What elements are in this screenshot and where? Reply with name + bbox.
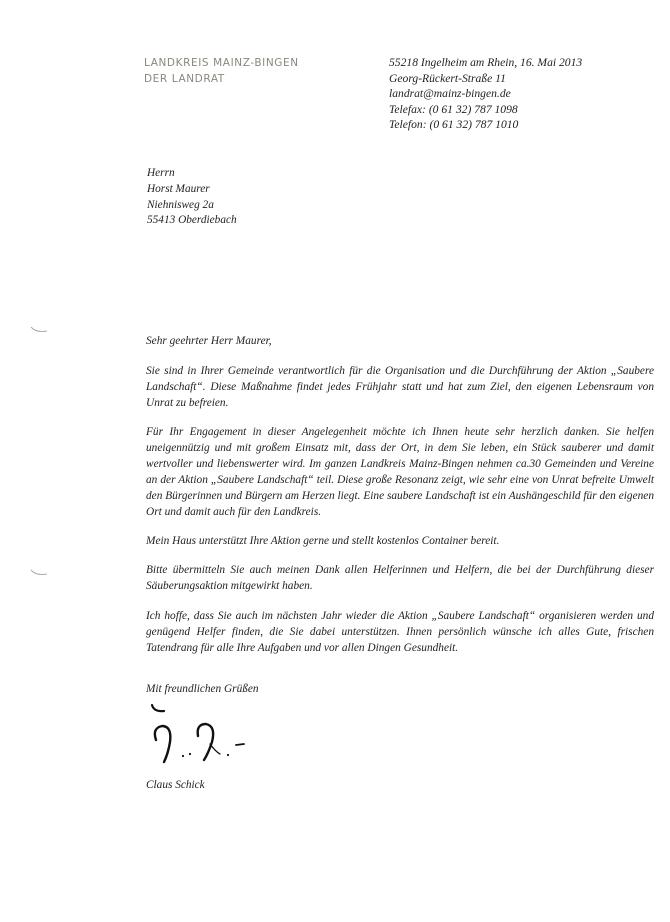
recipient-street: Niehnisweg 2a [147,198,214,211]
letter-body [146,334,654,670]
recipient-name: Horst Maurer [147,182,210,195]
paragraph: Ich hoffe, dass Sie auch im nächsten Jahr wieder die Aktion „Saubere Landschaft“ organisieren werden und genügend Helfer finden, die Sie dabei unterstützen. Ihnen persönlich wünsche ich alles Gute, frischen Tatendrang für alle Ihre Aufgaben und vor allen Dingen Gesundheit. [146,609,654,654]
sender-email: landrat@mainz-bingen.de [389,87,511,100]
letterhead [144,55,299,87]
sender-block [389,55,582,133]
recipient-city: 55413 Oberdiebach [147,214,237,227]
paragraph: Für Ihr Engagement in dieser Angelegenheit möchte ich Ihnen heute sehr herzlich danken. Sie helfen uneigennützig und mit großem Einsatz mit, dass der Ort, in dem Sie leben, ein Stück sauberer und damit wertvoller und liebenswerter wird. Im ganzen Landkreis Mainz-Bingen nehmen ca.30 Gemeinden und Vereine an der Aktion „Saubere Landschaft“ teil. Diese große Resonanz zeigt, wie sehr eine von Unrat befreite Umwelt den Bürgerinnen und Bürgern am Herzen liegt. Eine saubere Landschaft ist ein Aushängeschild für den eigenen Ort und damit auch für den Landkreis. [146,426,654,518]
greeting: Sehr geehrter Herr Maurer, [146,335,272,347]
letterhead-office: DER LANDRAT [144,73,225,85]
paragraph: Sie sind in Ihrer Gemeinde verantwortlich für die Organisation und die Durchführung der Aktion „Saubere Landschaft“. Diese Maßnahme findet jedes Frühjahr statt und hat zum Ziel, den eigenen Lebensraum von Unrat zu befreien. [146,364,654,409]
sender-fax: Telefax: (0 61 32) 787 1098 [389,102,518,116]
sender-street: Georg-Rückert-Straße 11 [389,71,506,85]
sender-phone: Telefon: (0 61 32) 787 1010 [389,118,519,131]
paragraph: Mein Haus unterstützt Ihre Aktion gerne und stellt kostenlos Container bereit. [146,535,500,548]
punch-mark-lower [28,568,50,578]
letterhead-district: LANDKREIS MAINZ-BINGEN [144,57,299,69]
recipient-salutation: Herrn [147,167,175,179]
paragraph: Bitte übermitteln Sie auch meinen Dank allen Helferinnen und Helfern, die bei der Durchführung dieser Säuberungsaktion mitgewirkt haben. [146,564,654,593]
recipient-address [147,166,237,229]
punch-mark-upper [28,325,50,335]
place-date: 55218 Ingelheim am Rhein, 16. Mai 2013 [389,56,583,69]
closing: Mit freundlichen Grüßen [146,683,259,695]
handwritten-signature [150,700,260,765]
signer-name: Claus Schick [146,779,205,791]
